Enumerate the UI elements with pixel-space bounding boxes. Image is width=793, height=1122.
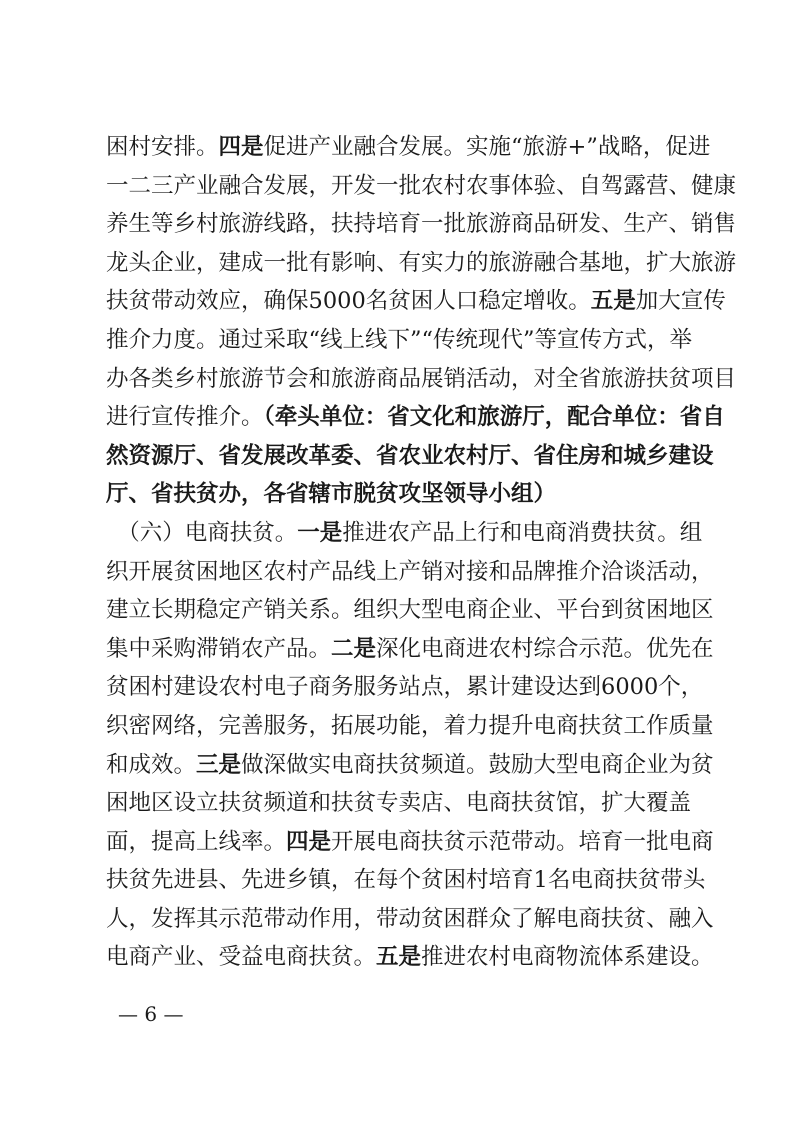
text-segment: 困地区设立扶贫频道和扶贫专卖店、电商扶贫馆，扩大覆盖 [106, 790, 692, 817]
text-segment: 深化电商进农村综合示范。优先在 [376, 635, 714, 662]
text-segment: 困村安排。 [106, 134, 219, 160]
text-line [106, 938, 714, 977]
text-segment: 建立长期稳定产销关系。组织大型电商企业、平台到贫困地区 [106, 597, 714, 624]
text-line [106, 514, 703, 553]
text-segment: 办各类乡村旅游节会和旅游商品展销活动，对全省旅游扶贫项目 [106, 365, 737, 392]
text-segment: 扶贫先进县、先进乡镇，在每个贫困村培育1名电商扶贫带头 [106, 867, 706, 894]
bold-text-segment: 三是 [196, 751, 242, 778]
text-segment: 和成效。 [106, 751, 197, 778]
text-segment: 龙头企业，建成一批有影响、有实力的旅游融合基地，扩大旅游 [106, 249, 737, 276]
text-line [106, 591, 714, 630]
text-segment: 开展电商扶贫示范带动。培育一批电商 [331, 828, 714, 855]
text-line [106, 321, 691, 360]
text-line [106, 360, 737, 399]
bold-text-segment: 一是 [297, 519, 343, 546]
text-segment: 做深做实电商扶贫频道。鼓励大型电商企业为贫 [241, 751, 714, 778]
text-segment: （六）电商扶贫。 [106, 519, 298, 546]
text-segment: 养生等乡村旅游线路，扶持培育一批旅游商品研发、生产、销售 [106, 211, 737, 238]
text-line [106, 630, 714, 669]
text-line [106, 398, 725, 437]
text-line [106, 746, 714, 785]
bold-text-segment: 四是 [286, 828, 332, 855]
bold-text-segment: 五是 [590, 288, 636, 315]
text-line [106, 823, 714, 862]
text-line [106, 861, 706, 900]
text-segment: 贫困村建设农村电子商务服务站点，累计建设达到6000个， [106, 674, 704, 701]
bold-text-segment: 二是 [331, 635, 377, 662]
text-line [106, 282, 726, 321]
text-line [106, 553, 714, 592]
bold-text-segment: （牵头单位：省文化和旅游厅，配合单位：省自 [263, 404, 725, 431]
text-line [106, 167, 737, 206]
text-segment: 推进农村电商物流体系建设。 [421, 944, 714, 971]
text-line [106, 668, 704, 707]
text-segment: 推介力度。通过采取“线上线下”“传统现代”等宣传方式，举 [106, 326, 693, 353]
text-line [106, 475, 691, 514]
text-line [106, 244, 737, 283]
text-segment: 织密网络，完善服务，拓展功能，着力提升电商扶贫工作质量 [106, 712, 714, 739]
text-segment: 面，提高上线率。 [106, 828, 287, 855]
page-number: — 6 — [118, 1002, 184, 1026]
text-segment: 织开展贫困地区农村产品线上产销对接和品牌推介洽谈活动， [106, 558, 714, 585]
bold-text-segment: 然资源厅、省发展改革委、省农业农村厅、省住房和城乡建设 [106, 442, 714, 469]
bold-text-segment: 厅、省扶贫办，各省辖市脱贫攻坚领导小组） [106, 481, 557, 508]
text-line [106, 437, 714, 476]
text-segment: 进行宣传推介。 [106, 404, 264, 431]
text-line [106, 128, 711, 167]
body-text [106, 128, 737, 977]
text-line [106, 707, 714, 746]
text-segment: 扶贫带动效应，确保5000名贫困人口稳定增收。 [106, 288, 591, 315]
text-segment: 加大宣传 [635, 288, 726, 315]
bold-text-segment: 五是 [376, 944, 422, 971]
text-line [106, 784, 691, 823]
text-segment: 推进农产品上行和电商消费扶贫。组 [342, 519, 703, 546]
text-segment: 集中采购滞销农产品。 [106, 635, 332, 662]
text-segment: 人，发挥其示范带动作用，带动贫困群众了解电商扶贫、融入 [106, 905, 714, 932]
bold-text-segment: 四是 [218, 134, 264, 160]
text-segment: 一二三产业融合发展，开发一批农村农事体验、自驾露营、健康 [106, 172, 737, 199]
text-segment: 电商产业、受益电商扶贫。 [106, 944, 377, 971]
text-line [106, 205, 737, 244]
text-segment: 促进产业融合发展。实施“旅游+”战略，促进 [263, 134, 711, 160]
text-line [106, 900, 714, 939]
